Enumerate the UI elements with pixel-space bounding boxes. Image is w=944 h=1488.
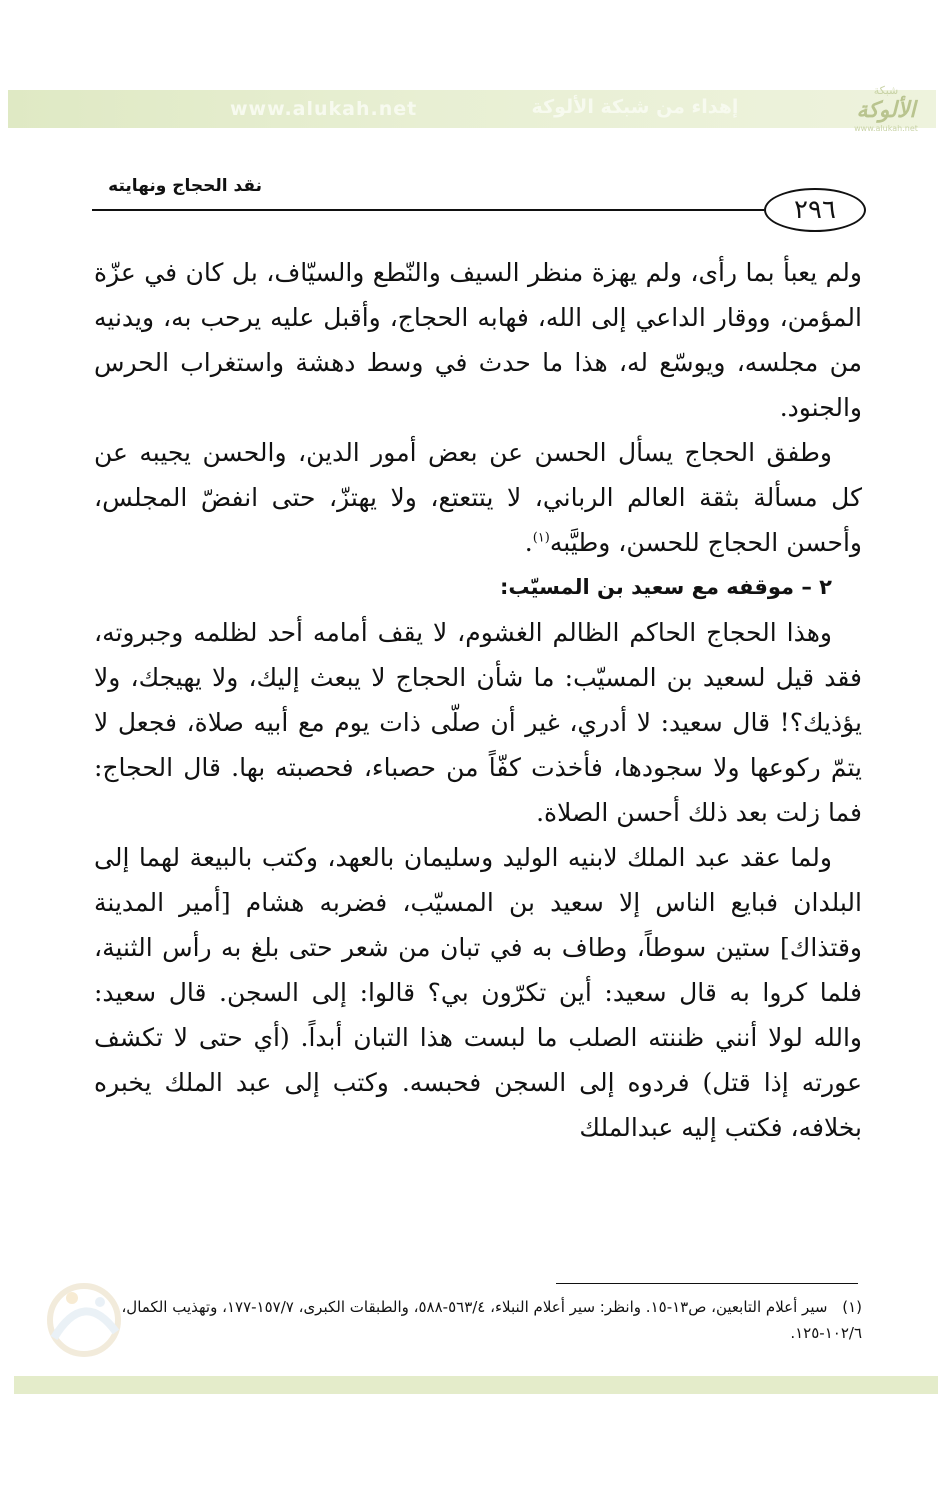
footnote-number: (١) [842, 1298, 862, 1316]
section-heading: ٢ – موقفه مع سعيد بن المسيّب: [499, 575, 832, 599]
body-text [94, 250, 862, 1150]
top-banner [8, 90, 936, 128]
footnote-ref: (١) [532, 530, 550, 546]
paragraph-2-text: وطفق الحجاج يسأل الحسن عن بعض أمور الدين، والحسن يجيبه عن كل مسألة بثقة العالم الرباني، لا يتتعتع، ولا يهتزّ، حتى انفضّ المجلس، وأحسن الحجاج للحسن، وطيَّبه [94, 438, 862, 557]
running-title: نقد الحجاج ونهايته [108, 176, 262, 196]
site-url: www.alukah.net [230, 98, 418, 120]
page-number: ٢٩٦ [764, 188, 866, 232]
paragraph-2-end: . [524, 528, 533, 557]
paragraph-2 [94, 430, 862, 565]
logo-top: شبكة [873, 84, 899, 97]
footnote [100, 1294, 862, 1346]
paragraph-4: ولما عقد عبد الملك لابنيه الوليد وسليمان بالعهد، وكتب بالبيعة لهما إلى البلدان فبايع الناس إلا سعيد بن المسيّب، فضربه هشام [أمير المدينة وقتذاك] ستين سوطاً، وطاف به في تبان من شعر حتى بلغ به رأس الثنية، فلما كروا به قال سعيد: أين تكرّون بي؟ قالوا: إلى السجن. قال سعيد: والله لولا أنني ظننته الصلب ما لبست هذا التبان أبداً. (أي حتى لا تكشف عورته إذا قتل) فردوه إلى السجن فحبسه. وكتب إلى عبد الملك يخبره بخلافه، فكتب إليه عبدالملك [94, 843, 862, 1142]
paragraph-3: وهذا الحجاج الحاكم الظالم الغشوم، لا يقف أمامه أحد لظلمه وجبروته، فقد قيل لسعيد بن المسيّب: ما شأن الحجاج لا يبعث إليك، ولا يهيجك، ولا يؤذيك؟! قال سعيد: لا أدري، غير أن صلّى ذات يوم مع أبيه صلاة، فجعل لا يتمّ ركوعها ولا سجودها، فأخذت كفّاً من حصباء، فحصبته بها. قال الحجاج: فما زلت بعد ذلك أحسن الصلاة. [94, 618, 862, 827]
alukah-logo [840, 84, 932, 140]
footnote-rule [556, 1283, 858, 1284]
paragraph-1: ولم يعبأ بما رأى، ولم يهزة منظر السيف والنّطع والسيّاف، بل كان في عزّة المؤمن، ووقار الداعي إلى الله، فهابه الحجاج، وأقبل عليه يرحب به، ويدنيه من مجلسه، ويوسّع له، هذا ما حدث في وسط دهشة واستغراب الحرس والجنود. [94, 258, 862, 422]
footnote-text: سير أعلام التابعين، ص١٣-١٥. وانظر: سير أعلام النبلاء، ٥٦٣/٤-٥٨٨، والطبقات الكبرى، ١٥٧/٧-١٧٧، وتهذيب الكمال، ١٠٢/٦-١٢٥. [121, 1298, 862, 1342]
logo-name: الألوكة [856, 98, 916, 123]
watermark-icon [24, 1268, 144, 1368]
gift-text: إهداء من شبكة الألوكة [531, 96, 739, 118]
bottom-banner [14, 1376, 938, 1394]
header-rule [92, 209, 764, 211]
logo-site: www.alukah.net [854, 124, 918, 133]
